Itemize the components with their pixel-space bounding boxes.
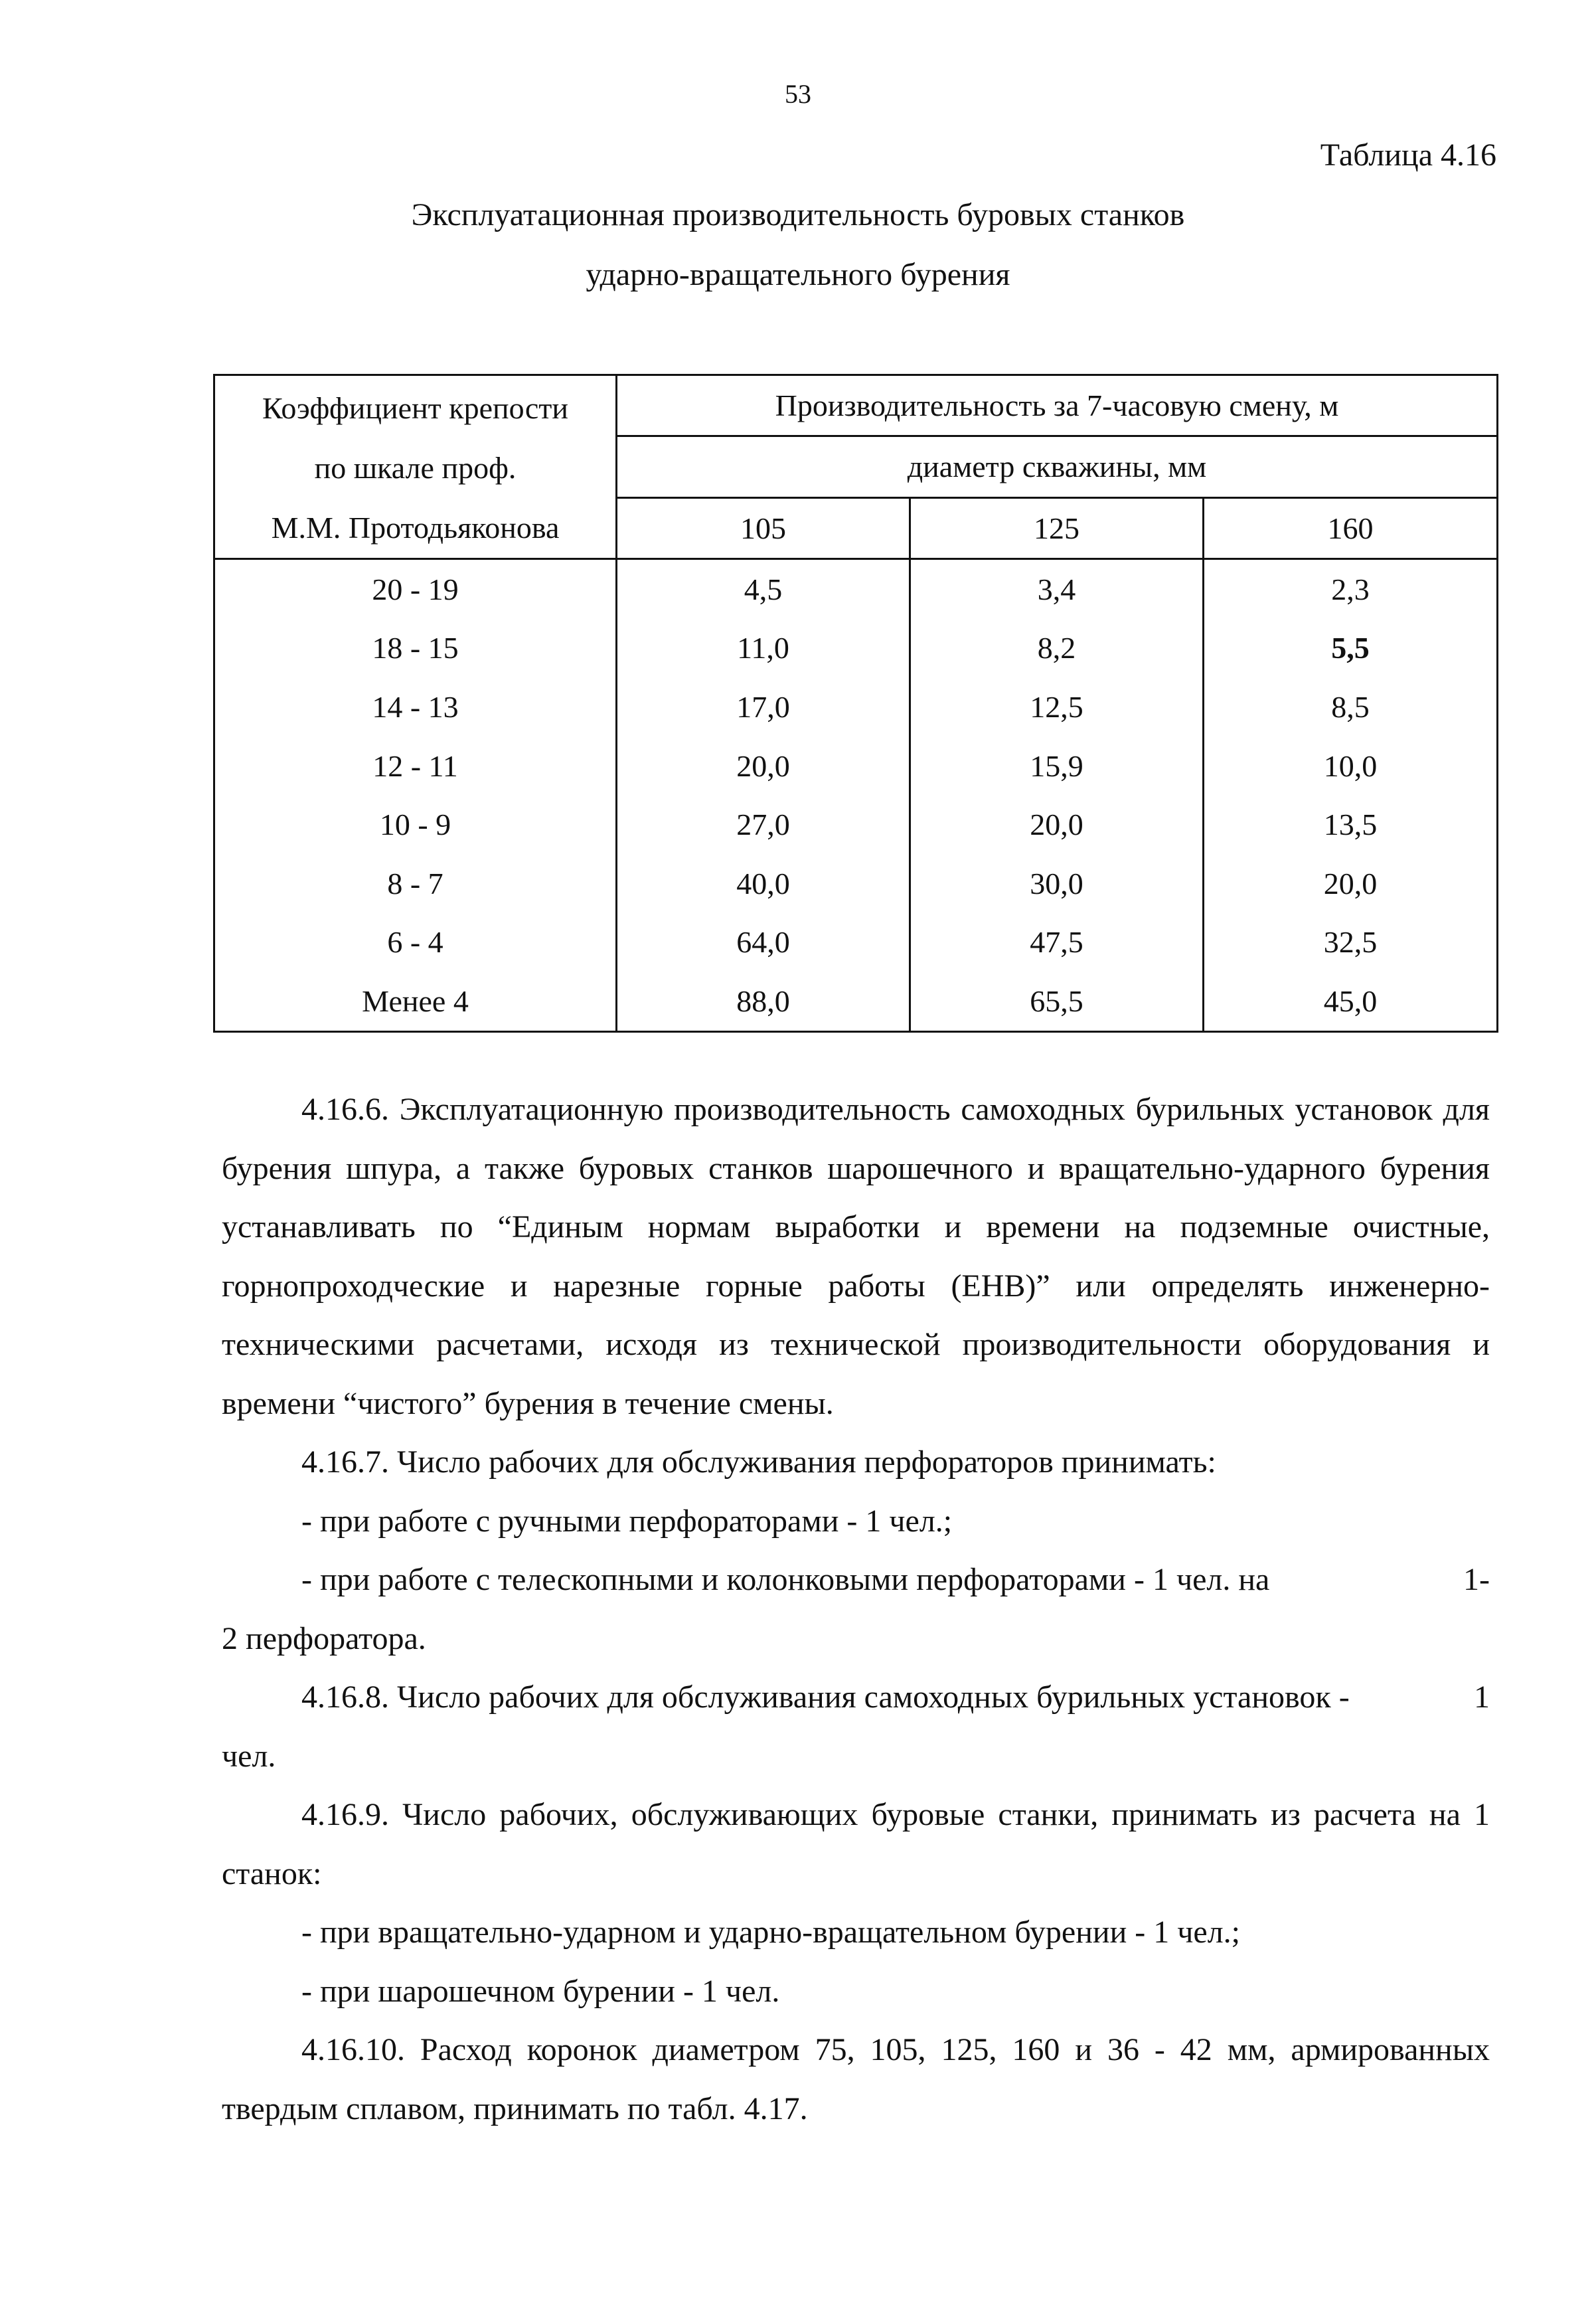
value-cell: 15,9 [910, 736, 1204, 796]
value-cell: 20,0 [910, 795, 1204, 854]
paragraph-4-16-8-text: 4.16.8. Число рабочих для обслуживания самоходных бурильных установок - [301, 1679, 1350, 1715]
value-cell: 13,5 [1204, 795, 1498, 854]
table-row [214, 677, 1498, 736]
table-caption-line-2: ударно-вращательного бурения [586, 257, 1010, 292]
hardness-cell: 14 - 13 [214, 677, 617, 736]
list-item-roller-cone: - при шарошечном бурении - 1 чел. [301, 1973, 780, 2009]
list-item-telescopic-continuation: 2 перфоратора. [222, 1620, 426, 1656]
value-cell: 32,5 [1204, 913, 1498, 972]
list-item-telescopic-count: 1- [1463, 1562, 1490, 1597]
paragraph-4-16-10: 4.16.10. Расход коронок диаметром 75, 105, 125, 160 и 36 - 42 мм, армированных твердым сплавом, принимать по табл. 4.17. [222, 2032, 1490, 2126]
paragraph-4-16-9: 4.16.9. Число рабочих, обслуживающих буровые станки, принимать из расчета на 1 станок: [222, 1797, 1490, 1891]
table-row [214, 736, 1498, 796]
table-row [214, 619, 1498, 678]
value-cell: 2,3 [1204, 559, 1498, 619]
value-cell: 65,5 [910, 972, 1204, 1031]
table-row [214, 795, 1498, 854]
value-cell: 4,5 [617, 559, 910, 619]
table-row [214, 854, 1498, 913]
page-number: 53 [785, 79, 811, 109]
value-cell: 17,0 [617, 677, 910, 736]
value-cell: 11,0 [617, 619, 910, 678]
table-row [214, 559, 1498, 619]
hardness-cell: 10 - 9 [214, 795, 617, 854]
hardness-cell: 20 - 19 [214, 559, 617, 619]
value-cell: 30,0 [910, 854, 1204, 913]
table-row [214, 972, 1498, 1031]
value-cell: 88,0 [617, 972, 910, 1031]
hardness-header-line-1: Коэффициент крепости [262, 391, 568, 425]
hardness-cell: Менее 4 [214, 972, 617, 1031]
list-item-manual-drills: - при работе с ручными перфораторами - 1 чел.; [301, 1503, 953, 1539]
value-cell: 12,5 [910, 677, 1204, 736]
hardness-header-line-2: по шкале проф. [314, 451, 517, 485]
paragraph-4-16-6: 4.16.6. Эксплуатационную производительность самоходных бурильных установок для бурения шпура, а также буровых станков шарошечного и вращательно-ударного бурения устанавливать по “Единым нормам выработки и времени на подземные очистные, горнопроходческие и нарезные горные работы (ЕНВ)” или определять инженерно-техническими расчетами, исходя из технической производительности оборудования и времени “чистого” бурения в течение смены. [222, 1092, 1490, 1421]
productivity-header: Производительность за 7-часовую смену, м [617, 375, 1498, 436]
diameter-header: диаметр скважины, мм [617, 436, 1498, 497]
value-cell: 45,0 [1204, 972, 1498, 1031]
paragraph-4-16-8 [222, 1668, 1490, 1727]
value-cell: 27,0 [617, 795, 910, 854]
hardness-coefficient-header [214, 375, 617, 559]
table-caption-line-1: Эксплуатационная производительность буровых станков [411, 197, 1185, 232]
paragraph-4-16-8-count: 1 [1474, 1679, 1490, 1715]
list-item-rotary-percussive: - при вращательно-ударном и ударно-вращательном бурении - 1 чел.; [301, 1915, 1241, 1950]
value-cell: 8,5 [1204, 677, 1498, 736]
hardness-cell: 8 - 7 [214, 854, 617, 913]
paragraph-4-16-8-continuation: чел. [222, 1738, 276, 1774]
value-cell: 10,0 [1204, 736, 1498, 796]
value-cell: 64,0 [617, 913, 910, 972]
diameter-125-header: 125 [910, 497, 1204, 558]
diameter-105-header: 105 [617, 497, 910, 558]
body-text [222, 1080, 1490, 2138]
value-cell: 8,2 [910, 619, 1204, 678]
paragraph-4-16-7: 4.16.7. Число рабочих для обслуживания перфораторов принимать: [301, 1444, 1216, 1480]
value-cell: 20,0 [617, 736, 910, 796]
value-cell: 40,0 [617, 854, 910, 913]
value-cell: 47,5 [910, 913, 1204, 972]
list-item-telescopic-drills [222, 1551, 1490, 1610]
table-row [214, 913, 1498, 972]
value-cell: 5,5 [1204, 619, 1498, 678]
hardness-cell: 12 - 11 [214, 736, 617, 796]
hardness-cell: 18 - 15 [214, 619, 617, 678]
productivity-table [213, 374, 1498, 1033]
value-cell: 3,4 [910, 559, 1204, 619]
diameter-160-header: 160 [1204, 497, 1498, 558]
table-label: Таблица 4.16 [1320, 137, 1496, 173]
hardness-cell: 6 - 4 [214, 913, 617, 972]
value-cell: 20,0 [1204, 854, 1498, 913]
hardness-header-line-3: М.М. Протодьяконова [271, 511, 560, 545]
list-item-telescopic-text: - при работе с телескопными и колонковыми перфораторами - 1 чел. на [301, 1562, 1270, 1597]
